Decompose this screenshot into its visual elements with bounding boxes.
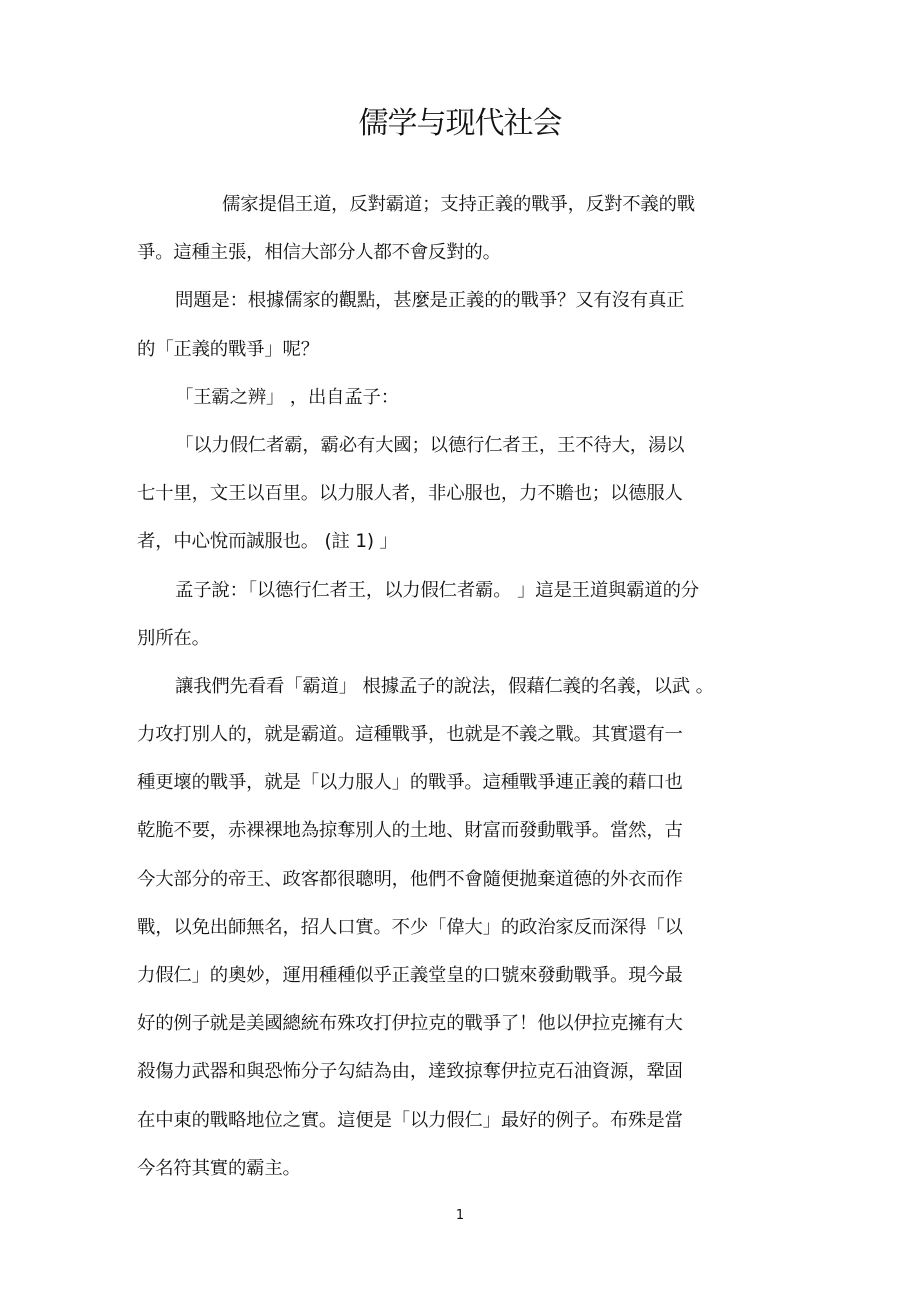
text-line: 今大部分的帝王、政客都很聰明，他們不會隨便拋棄道德的外衣而作 [137,868,683,890]
text-line: 別所在。 [137,627,210,649]
page-number: 1 [455,1208,465,1223]
text-line: 乾脆不要，赤裸裸地為掠奪別人的土地、財富而發動戰爭。當然，古 [137,820,683,842]
text-line: 今名符其實的霸主。 [137,1157,301,1179]
text-line: 七十里，文王以百里。以力服人者，非心服也，力不贍也；以德服人 [137,483,683,505]
text-line: 「王霸之辨」 ，出自孟子： [175,386,399,408]
text-line: 力攻打別人的，就是霸道。這種戰爭，也就是不義之戰。其實還有一 [137,724,683,746]
text-line: 讓我們先看看「霸道」 根據孟子的說法，假藉仁義的名義，以武 。 [175,675,714,697]
text-line: 儒家提倡王道，反對霸道；支持正義的戰爭，反對不義的戰 [222,194,695,215]
text-line: 戰，以免出師無名，招人口實。不少「偉大」的政治家反而深得「以 [137,916,683,938]
text-line: 殺傷力武器和與恐怖分子勾結為由，達致掠奪伊拉克石油資源，鞏固 [137,1061,683,1083]
document-title: 儒学与现代社会 [358,106,562,141]
text-line: 的「正義的戰爭」呢？ [137,338,319,360]
text-line: 在中東的戰略地位之實。這便是「以力假仁」最好的例子。布殊是當 [137,1109,683,1131]
text-line: 孟子說：「以德行仁者王，以力假仁者霸。 」這是王道與霸道的分 [175,579,699,601]
text-line: 者，中心悅而誠服也。 (註 1) 」 [137,531,398,553]
document-body [137,181,737,1193]
text-line: 「以力假仁者霸，霸必有大國；以德行仁者王，王不待大，湯以 [175,434,685,456]
text-line: 種更壞的戰爭，就是「以力服人」的戰爭。這種戰爭連正義的藉口也 [137,772,683,794]
text-line: 好的例子就是美國總統布殊攻打伊拉克的戰爭了！他以伊拉克擁有大 [137,1013,683,1035]
text-line: 爭。這種主張，相信大部分人都不會反對的。 [137,242,501,264]
text-line: 力假仁」的奧妙，運用種種似乎正義堂皇的口號來發動戰爭。現今最 [137,965,683,986]
text-line: 問題是：根據儒家的觀點，甚麼是正義的的戰爭？又有沒有真正 [175,290,685,312]
